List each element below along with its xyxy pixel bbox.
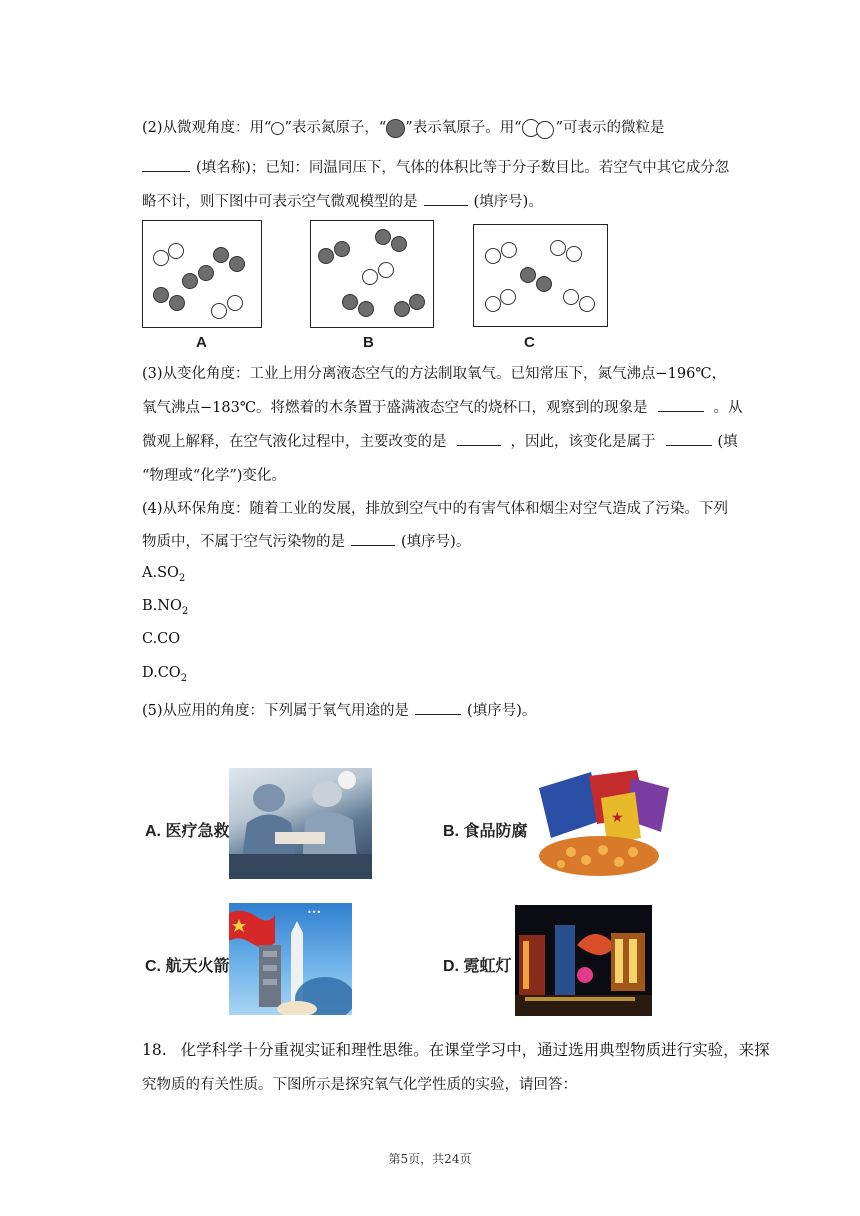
q18-line-1	[142, 1038, 770, 1060]
q3-text: ，因此，该变化是属于	[510, 434, 656, 450]
food-preservation-photo	[531, 768, 672, 879]
q5-option-a-label: A. 医疗急救	[145, 823, 230, 840]
q3-text: (填	[717, 434, 738, 450]
q4-option-b: $B.NO_2$	[142, 598, 189, 617]
q3-line-1: (3)从变化角度：工业上用分离液态空气的方法制取氧气。已知常压下，氮气沸点−196℃，	[142, 366, 727, 382]
q2-text: 略不计，则下图中可表示空气微观模型的是	[142, 194, 418, 210]
answer-blank[interactable]	[415, 700, 461, 715]
q4-option-c: C.CO	[142, 631, 181, 647]
model-box-c	[473, 224, 608, 327]
q4-text: (填序号)。	[401, 534, 471, 550]
q5-option-d-label: D. 霓虹灯	[443, 958, 512, 975]
q3-text: 氧气沸点−183℃。将燃着的木条置于盛满液态空气的烧杯口，观察到的现象是	[142, 400, 648, 416]
q4-line-2	[142, 530, 470, 551]
q2-text: ”可表示的微粒是	[555, 120, 665, 136]
answer-blank[interactable]	[457, 431, 501, 446]
neon-light-photo	[515, 905, 652, 1016]
q5-line	[142, 699, 536, 720]
model-label-a: A	[196, 334, 207, 351]
q2-text: (填序号)。	[473, 194, 543, 210]
answer-blank[interactable]	[424, 191, 468, 206]
model-box-b	[310, 220, 434, 328]
model-label-c: C	[524, 334, 535, 351]
answer-blank[interactable]	[666, 431, 712, 446]
medical-rescue-photo	[229, 768, 372, 879]
q18-line-2: 究物质的有关性质。下图所示是探究氧气化学性质的实验，请回答：	[142, 1077, 577, 1093]
q4-option-a: $A.SO_2$	[142, 565, 186, 584]
q2-line-2	[142, 156, 729, 177]
q18-text: 化学科学十分重视实证和理性思维。在课堂学习中，通过选用典型物质进行实验，来探	[180, 1041, 770, 1059]
gray-circle-icon	[386, 119, 405, 138]
white-circle-icon	[271, 122, 284, 135]
q4-text: 物质中，不属于空气污染物的是	[142, 534, 345, 550]
q2-text: (填名称)；已知：同温同压下，气体的体积比等于分子数目比。若空气中其它成分忽	[196, 160, 730, 176]
model-box-a	[142, 220, 262, 328]
q2-text: ”表示氮原子，“	[284, 120, 387, 136]
q5-option-c-label: C. 航天火箭	[145, 958, 230, 975]
q4-line-1: (4)从环保角度：随着工业的发展，排放到空气中的有害气体和烟尘对空气造成了污染。下列	[142, 501, 729, 517]
q5-option-b-label: B. 食品防腐	[443, 823, 528, 840]
q2-text: (2)从微观角度：用“	[142, 120, 272, 136]
q3-text: 。从	[713, 400, 743, 416]
answer-blank[interactable]	[351, 531, 395, 546]
q18-number: 18.	[142, 1041, 167, 1059]
space-rocket-photo	[229, 903, 352, 1015]
q3-line-2	[142, 396, 743, 417]
model-label-b: B	[363, 334, 374, 351]
answer-blank[interactable]	[658, 397, 704, 412]
svg-text:★: ★	[611, 810, 624, 826]
q2-line-1	[142, 116, 665, 138]
q2-line-3	[142, 190, 543, 211]
page-footer: 第5页，共24页	[388, 1152, 472, 1166]
q3-line-3	[142, 430, 738, 451]
q4-option-d: $D.CO_2$	[142, 665, 188, 684]
svg-text:•••: •••	[307, 908, 322, 917]
q3-text: 微观上解释，在空气液化过程中，主要改变的是	[142, 434, 447, 450]
q3-line-4: “物理或“化学”)变化。	[142, 468, 286, 484]
q2-text: ”表示氧原子。用“	[405, 120, 522, 136]
q5-text: (5)从应用的角度：下列属于氧气用途的是	[142, 703, 410, 719]
q5-text: (填序号)。	[467, 703, 537, 719]
double-circle-icon	[522, 118, 556, 138]
answer-blank[interactable]	[142, 157, 190, 172]
